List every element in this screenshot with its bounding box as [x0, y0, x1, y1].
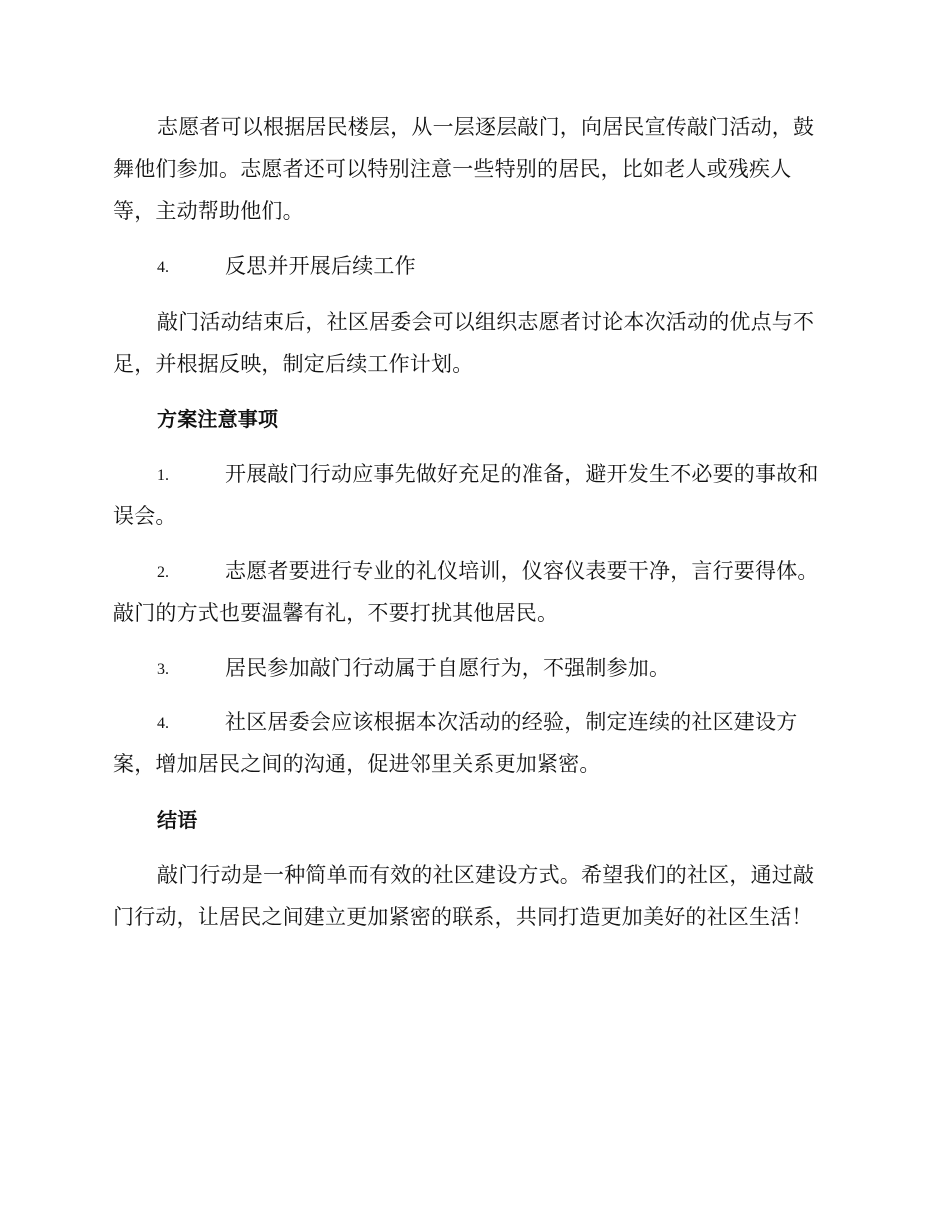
paragraph-line: 足，并根据反映，制定后续工作计划。 [113, 352, 474, 376]
list-number: 2. [157, 564, 169, 581]
list-item-text: 误会。 [113, 504, 177, 528]
paragraph-line: 敲门活动结束后，社区居委会可以组织志愿者讨论本次活动的优点与不 [157, 310, 815, 334]
list-number: 4. [157, 715, 169, 732]
list-number: 1. [157, 467, 169, 484]
list-item-text: 开展敲门行动应事先做好充足的准备，避开发生不必要的事故和 [225, 462, 819, 486]
paragraph-line: 门行动，让居民之间建立更加紧密的联系，共同打造更加美好的社区生活！ [113, 905, 813, 929]
list-item-text: 案，增加居民之间的沟通，促进邻里关系更加紧密。 [113, 752, 601, 776]
section-heading: 结语 [157, 808, 198, 832]
paragraph-line: 敲门行动是一种简单而有效的社区建设方式。希望我们的社区，通过敲 [157, 863, 815, 887]
paragraph-line: 等，主动帮助他们。 [113, 199, 304, 223]
paragraph-line: 舞他们参加。志愿者还可以特别注意一些特别的居民，比如老人或残疾人 [113, 157, 792, 181]
list-item-text: 反思并开展后续工作 [225, 254, 416, 278]
section-heading: 方案注意事项 [157, 407, 279, 431]
list-item-text: 敲门的方式也要温馨有礼，不要打扰其他居民。 [113, 601, 559, 625]
list-item-text: 居民参加敲门行动属于自愿行为，不强制参加。 [225, 656, 671, 680]
list-item-text: 志愿者要进行专业的礼仪培训，仪容仪表要干净，言行要得体。 [225, 559, 819, 583]
list-item-text: 社区居委会应该根据本次活动的经验，制定连续的社区建设方 [225, 710, 798, 734]
list-number: 4. [157, 259, 169, 276]
list-number: 3. [157, 661, 169, 678]
paragraph-line: 志愿者可以根据居民楼层，从一层逐层敲门，向居民宣传敲门活动，鼓 [157, 115, 815, 139]
